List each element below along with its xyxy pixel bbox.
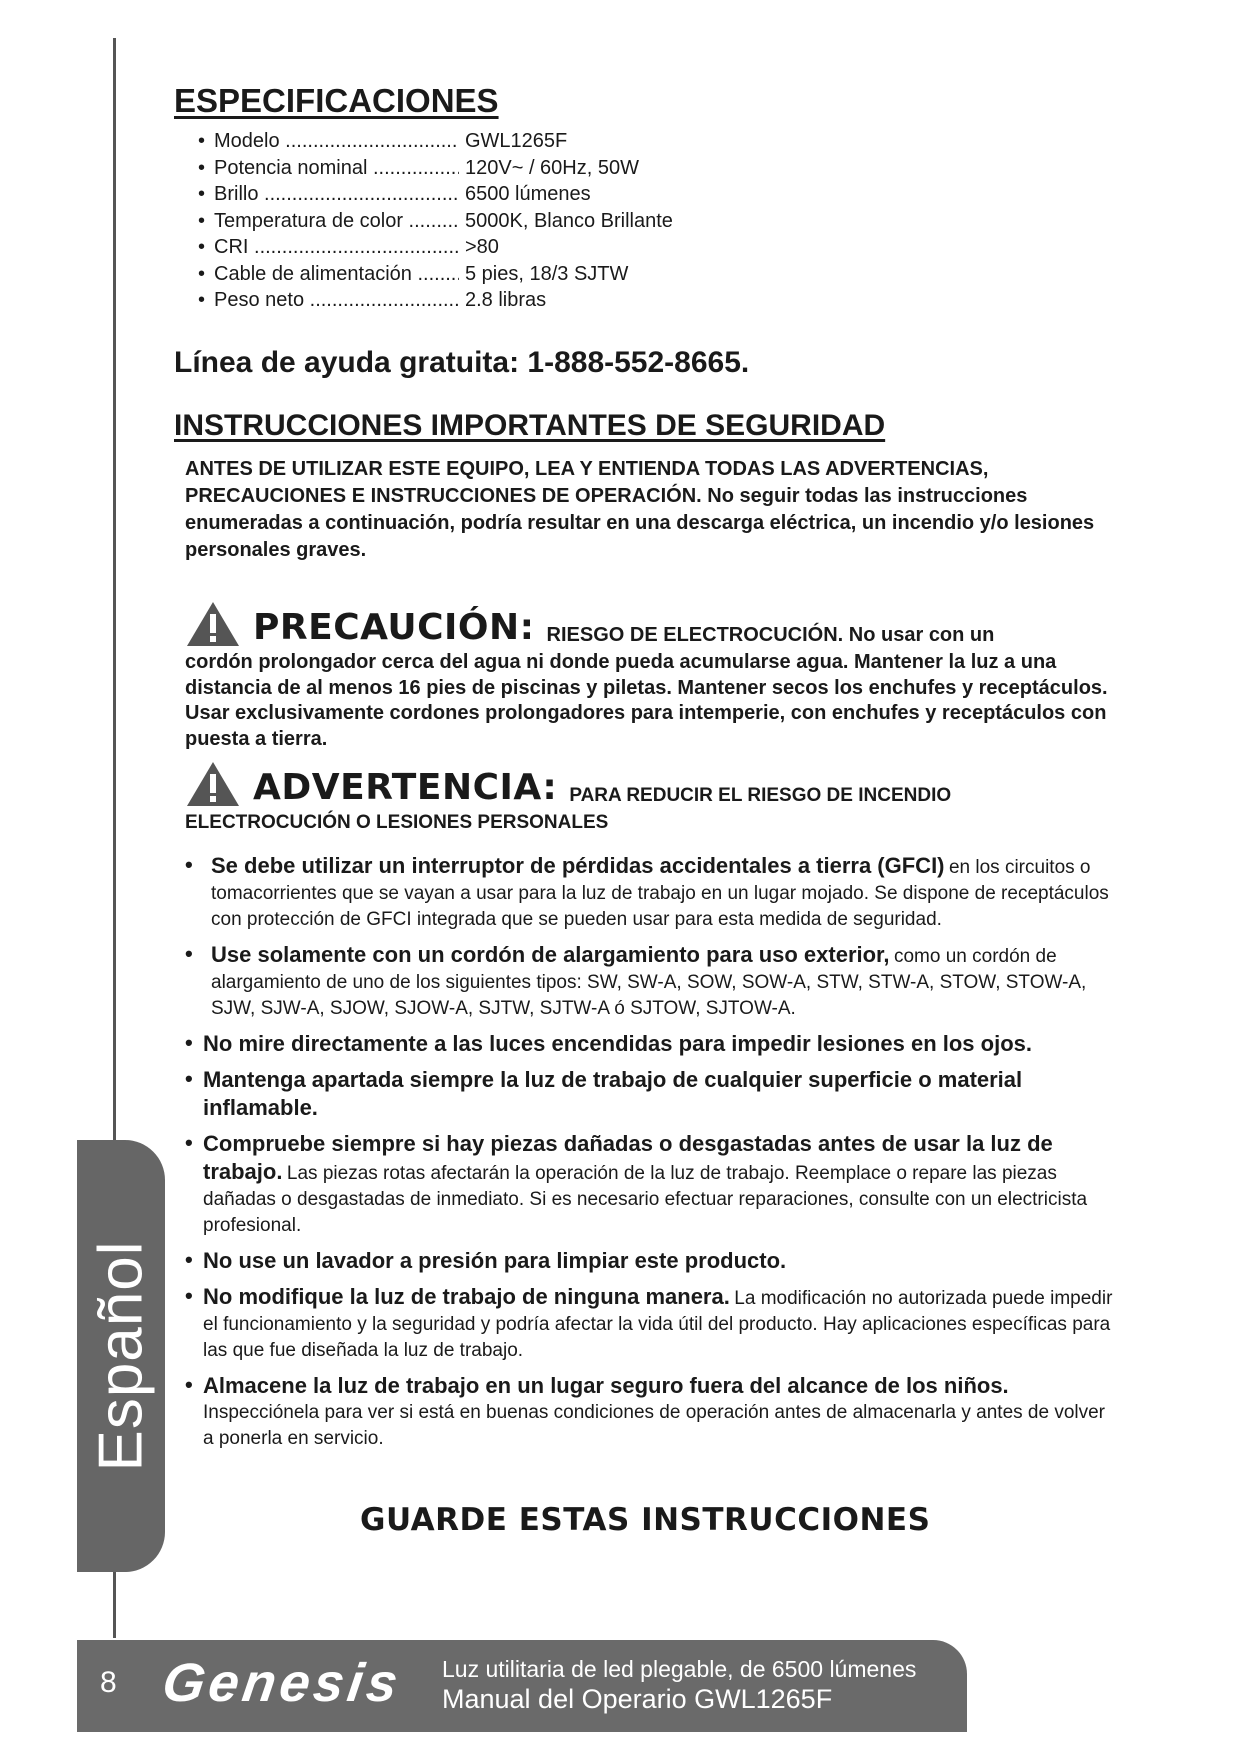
warning-block	[185, 760, 1120, 836]
spec-row: • Brillo ..... 6500 lúmenes	[198, 183, 673, 210]
brand-logo: Genesis	[158, 1653, 406, 1713]
warning-triangle-icon	[185, 600, 241, 648]
spec-value: >80	[465, 236, 499, 258]
spec-row: • Temperatura de color ..... 5000K, Blanco Brillante	[198, 210, 673, 237]
save-instructions-heading: GUARDE ESTAS INSTRUCCIONES	[360, 1502, 931, 1538]
footer-product-title: Luz utilitaria de led plegable, de 6500 lúmenes	[442, 1656, 917, 1682]
bullet-bold: No mire directamente a las luces encendidas para impedir lesiones en los ojos.	[203, 1031, 1032, 1056]
caution-body: cordón prolongador cerca del agua ni donde pueda acumularse agua. Mantener la luz a una distancia de al menos 16 pies de piscinas y piletas. Mantener secos los enchufes y receptáculos. Usar exclusivamente cordones prolongadores para intemperie, con enchufes y receptáculos con puesta a tierra.	[185, 651, 1108, 750]
caution-block	[185, 600, 1120, 752]
safety-intro-bold: ANTES DE UTILIZAR ESTE EQUIPO, LEA Y ENTIENDA TODAS LAS ADVERTENCIAS, PRECAUCIONES E INSTRUCCIONES DE OPERACIÓN.	[185, 458, 989, 507]
spec-row: • Peso neto ..... 2.8 libras	[198, 289, 673, 316]
language-tab-label: Español	[86, 1240, 156, 1472]
spec-row: • Modelo ..... GWL1265F	[198, 130, 673, 157]
bullet-bold: Compruebe siempre si hay piezas dañadas o desgastadas antes de usar la luz de trabajo.	[203, 1131, 1053, 1184]
warning-title: ADVERTENCIA:	[253, 767, 558, 808]
specs-heading: ESPECIFICACIONES	[174, 82, 499, 119]
list-item: • Mantenga apartada siempre la luz de trabajo de cualquier superficie o material inflamable.	[185, 1066, 1023, 1120]
list-item: • Almacene la luz de trabajo en un lugar seguro fuera del alcance de los niños. Inspecciónela para ver si está en buenas condiciones de operación antes de almacenarla y antes de volver a ponerla en servicio.	[185, 1372, 1106, 1449]
spec-label: Potencia nominal .....	[214, 157, 459, 180]
list-item: • No modifique la luz de trabajo de ninguna manera. La modificación no autorizada puede impedir el funcionamiento y la seguridad y podría afectar la vida útil del producto. Hay aplicaciones específicas para las que fue diseñada la luz de trabajo.	[185, 1283, 1113, 1361]
bullet-text: Las piezas rotas afectarán la operación de la luz de trabajo. Reemplace o repare las piezas dañadas o desgastadas de inmediato. Si es necesario efectuar reparaciones, consulte con un electricista profesional.	[203, 1163, 1088, 1236]
bullet-bold: Se debe utilizar un interruptor de pérdidas accidentales a tierra (GFCI)	[211, 853, 945, 878]
spec-label: Peso neto .....	[214, 289, 459, 312]
footer-manual-title: Manual del Operario GWL1265F	[442, 1684, 833, 1714]
warning-lead: PARA REDUCIR EL RIESGO DE INCENDIO	[569, 784, 952, 806]
caution-lead: RIESGO DE ELECTROCUCIÓN. No usar con un	[546, 623, 995, 646]
safety-intro	[185, 456, 1145, 564]
bullet-bold: Mantenga apartada siempre la luz de trabajo de cualquier superficie o material inflamable.	[203, 1067, 1023, 1120]
bullet-bold: Use solamente con un cordón de alargamiento para uso exterior,	[211, 942, 890, 967]
caution-title: PRECAUCIÓN:	[253, 607, 535, 648]
spec-label: Temperatura de color .....	[214, 210, 459, 233]
spec-value: 6500 lúmenes	[465, 183, 591, 205]
spec-row: • Cable de alimentación ..... 5 pies, 18/3 SJTW	[198, 263, 673, 290]
list-item: • Use solamente con un cordón de alargamiento para uso exterior, como un cordón de alargamiento de uno de los siguientes tipos: SW, SW-A, SOW, SOW-A, STW, STW-A, STOW, STOW-A, SJW, SJW-A, SJOW, SJOW-A, SJTW, SJTW-A ó SJTOW, SJTOW-A.	[185, 941, 1087, 1019]
warning-body: ELECTROCUCIÓN O LESIONES PERSONALES	[185, 812, 609, 833]
spec-label: Brillo .....	[214, 183, 459, 206]
spec-row: • Potencia nominal ..... 120V~ / 60Hz, 50W	[198, 157, 673, 184]
safety-bullets	[185, 852, 1120, 1460]
safety-heading: INSTRUCCIONES IMPORTANTES DE SEGURIDAD	[174, 409, 886, 442]
bullet-bold: Almacene la luz de trabajo en un lugar seguro fuera del alcance de los niños.	[203, 1373, 1009, 1398]
spec-value: 120V~ / 60Hz, 50W	[465, 156, 639, 179]
spec-value: 2.8 libras	[465, 289, 547, 311]
list-item: • Se debe utilizar un interruptor de pérdidas accidentales a tierra (GFCI) en los circuitos o tomacorrientes que se vayan a usar para la luz de trabajo en un lugar mojado. Se dispone de receptáculos con protección de GFCI integrada que se pueden usar para esta medida de seguridad.	[185, 852, 1109, 930]
bullet-text: como un cordón de alargamiento de uno de los siguientes tipos: SW, SW-A, SOW, SOW-A, STW, STW-A, STOW, STOW-A, SJW, SJW-A, SJOW, SJOW-A, SJTW, SJTW-A ó SJTOW, SJTOW-A.	[211, 946, 1087, 1019]
list-item: • Compruebe siempre si hay piezas dañadas o desgastadas antes de usar la luz de trabajo. Las piezas rotas afectarán la operación de la luz de trabajo. Reemplace o repare las piezas dañadas o desgastadas de inmediato. Si es necesario efectuar reparaciones, consulte con un electricista profesional.	[185, 1130, 1088, 1236]
page-number: 8	[100, 1666, 117, 1699]
spec-value: 5 pies, 18/3 SJTW	[465, 262, 629, 285]
specs-list	[198, 130, 673, 316]
spec-label: CRI .....	[214, 236, 459, 259]
bullet-bold: No modifique la luz de trabajo de ninguna manera.	[203, 1284, 730, 1309]
spec-value: 5000K, Blanco Brillante	[465, 209, 673, 232]
list-item: • No mire directamente a las luces encendidas para impedir lesiones en los ojos.	[185, 1030, 1032, 1056]
warning-triangle-icon	[185, 760, 241, 808]
spec-label: Cable de alimentación .....	[214, 263, 459, 286]
bullet-text: La modificación no autorizada puede impedir el funcionamiento y la seguridad y podría afectar la vida útil del producto. Hay aplicaciones específicas para las que fue diseñada la luz de trabajo.	[203, 1288, 1113, 1361]
spec-label: Modelo .....	[214, 130, 459, 153]
list-item: • No use un lavador a presión para limpiar este producto.	[185, 1247, 787, 1273]
bullet-text: Inspecciónela para ver si está en buenas condiciones de operación antes de almacenarla y antes de volver a ponerla en servicio.	[203, 1402, 1106, 1449]
spec-row: • CRI ..... >80	[198, 236, 673, 263]
bullet-text: en los circuitos o tomacorrientes que se vayan a usar para la luz de trabajo en un lugar mojado. Se dispone de receptáculos con protección de GFCI integrada que se pueden usar para esta medida de seguridad.	[211, 857, 1109, 930]
bullet-bold: No use un lavador a presión para limpiar este producto.	[203, 1248, 787, 1273]
spec-value: GWL1265F	[465, 130, 568, 152]
safety-intro-rest: No seguir todas las instrucciones enumeradas a continuación, podría resultar en una descarga eléctrica, un incendio y/o lesiones personales graves.	[185, 485, 1095, 561]
helpline: Línea de ayuda gratuita: 1-888-552-8665.	[174, 346, 750, 379]
